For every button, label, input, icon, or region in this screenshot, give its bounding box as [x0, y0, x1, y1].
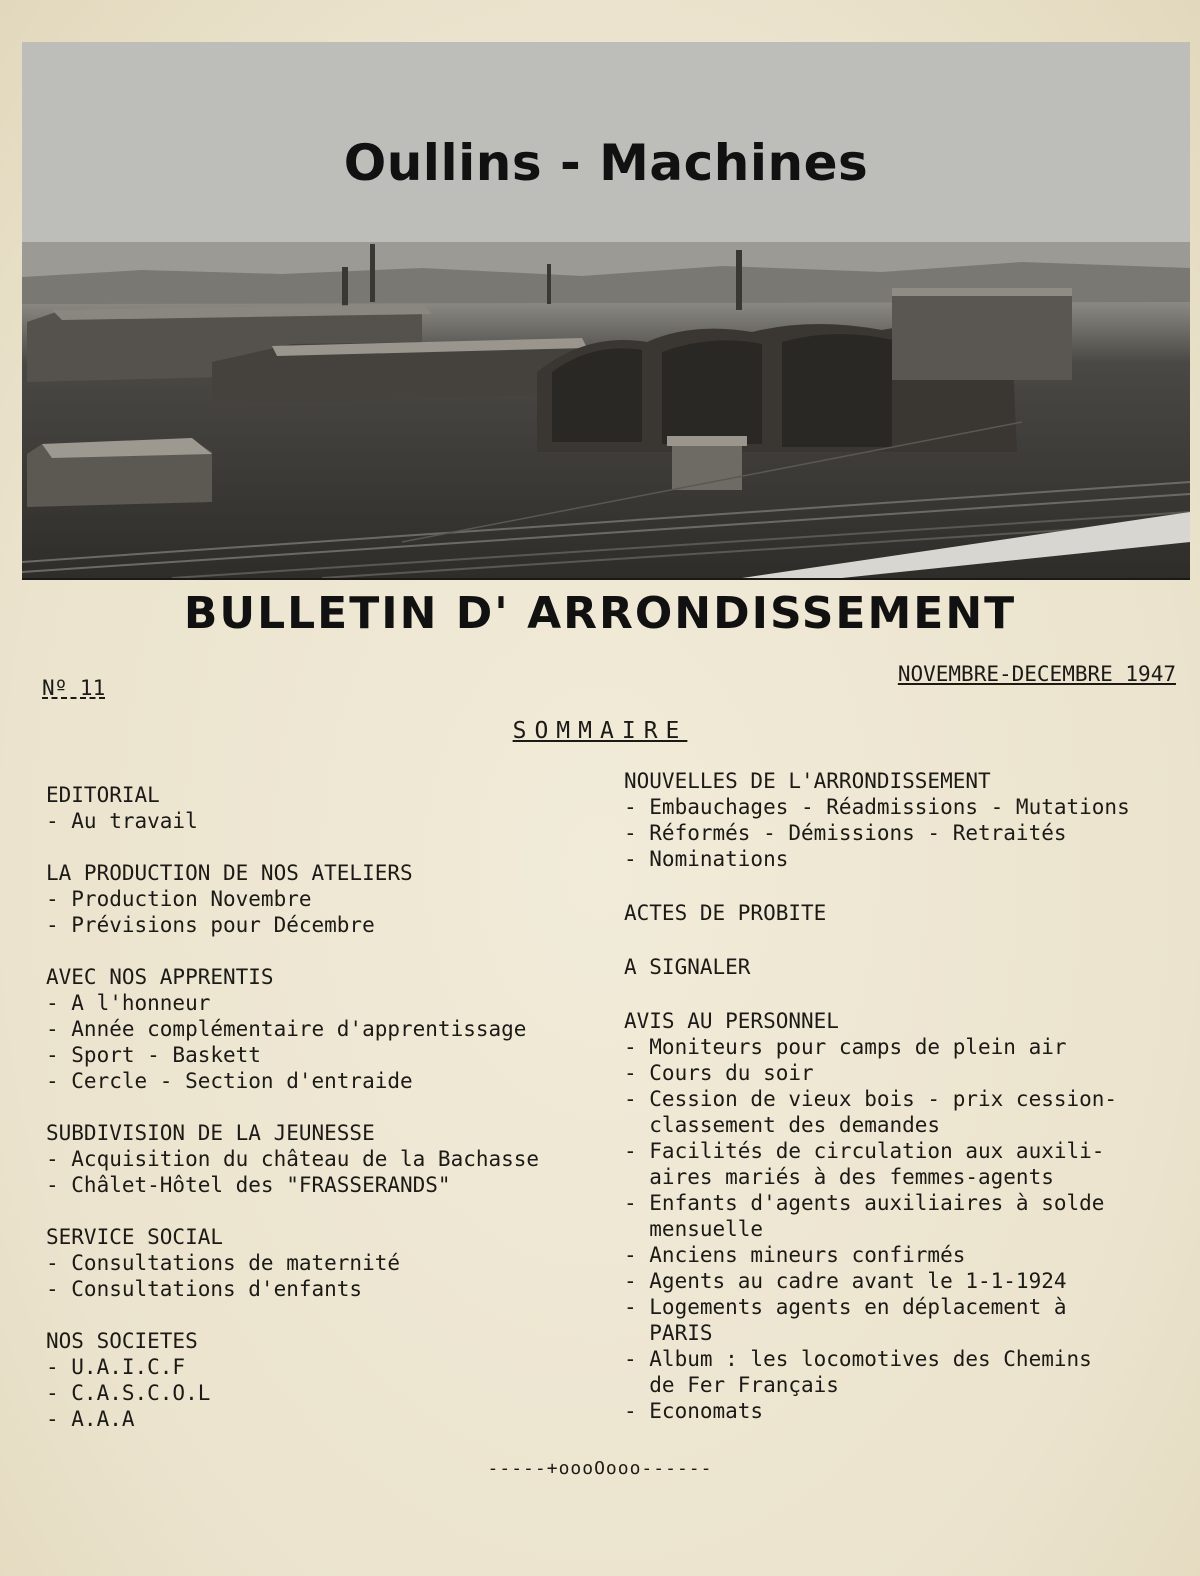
- bulletin-title: BULLETIN D' ARRONDISSEMENT: [183, 588, 1017, 639]
- summary-heading: SOMMAIRE: [512, 718, 688, 744]
- summary-right-column: [624, 768, 1194, 1452]
- section-item: - A l'honneur: [46, 991, 211, 1015]
- summary-section: [46, 782, 626, 834]
- section-title: NOUVELLES DE L'ARRONDISSEMENT: [624, 769, 991, 793]
- section-title: SERVICE SOCIAL: [46, 1225, 224, 1249]
- section-item: PARIS: [624, 1321, 713, 1345]
- section-item: - Embauchages - Réadmissions - Mutations: [624, 795, 1130, 819]
- section-item: - Album : les locomotives des Chemins: [624, 1347, 1092, 1371]
- section-item: - Nominations: [624, 847, 789, 871]
- footer-ornament: -----+oooOooo------: [487, 1458, 713, 1479]
- summary-section: [46, 1224, 626, 1302]
- section-item: - Enfants d'agents auxiliaires à solde: [624, 1191, 1105, 1215]
- section-item: - Châlet-Hôtel des "FRASSERANDS": [46, 1173, 451, 1197]
- section-item: - Prévisions pour Décembre: [46, 913, 375, 937]
- section-title: NOS SOCIETES: [46, 1329, 198, 1353]
- masthead-title: Oullins - Machines: [343, 134, 869, 192]
- summary-section: [46, 1120, 626, 1198]
- section-title: A SIGNALER: [624, 955, 751, 979]
- section-item: - C.A.S.C.O.L: [46, 1381, 211, 1405]
- section-item: - Logements agents en déplacement à: [624, 1295, 1067, 1319]
- section-item: - Cours du soir: [624, 1061, 814, 1085]
- section-title: AVIS AU PERSONNEL: [624, 1009, 839, 1033]
- section-item: - Agents au cadre avant le 1-1-1924: [624, 1269, 1067, 1293]
- summary-left-column: [46, 782, 626, 1458]
- railway-works-photo: [22, 42, 1190, 580]
- section-item: - U.A.I.C.F: [46, 1355, 186, 1379]
- issue-number: Nº 11: [42, 676, 106, 700]
- section-item: classement des demandes: [624, 1113, 941, 1137]
- section-item: - Production Novembre: [46, 887, 312, 911]
- issue-date: NOVEMBRE-DECEMBRE 1947: [897, 662, 1176, 686]
- section-item: - Acquisition du château de la Bachasse: [46, 1147, 540, 1171]
- section-item: - A.A.A: [46, 1407, 135, 1431]
- summary-section: [624, 954, 1194, 980]
- summary-section: [46, 1328, 626, 1432]
- section-item: - Au travail: [46, 809, 198, 833]
- section-item: - Anciens mineurs confirmés: [624, 1243, 966, 1267]
- section-item: de Fer Français: [624, 1373, 839, 1397]
- summary-section: [624, 768, 1194, 872]
- section-title: SUBDIVISION DE LA JEUNESSE: [46, 1121, 375, 1145]
- summary-section: [624, 1008, 1194, 1424]
- section-item: - Cercle - Section d'entraide: [46, 1069, 413, 1093]
- section-item: - Cession de vieux bois - prix cession-: [624, 1087, 1118, 1111]
- section-title: ACTES DE PROBITE: [624, 901, 827, 925]
- section-item: - Année complémentaire d'apprentissage: [46, 1017, 527, 1041]
- section-title: LA PRODUCTION DE NOS ATELIERS: [46, 861, 413, 885]
- section-item: - Moniteurs pour camps de plein air: [624, 1035, 1067, 1059]
- section-item: mensuelle: [624, 1217, 764, 1241]
- section-item: - Consultations d'enfants: [46, 1277, 363, 1301]
- section-item: - Sport - Baskett: [46, 1043, 261, 1067]
- section-item: - Réformés - Démissions - Retraités: [624, 821, 1067, 845]
- section-title: EDITORIAL: [46, 783, 160, 807]
- section-item: aires mariés à des femmes-agents: [624, 1165, 1054, 1189]
- section-item: - Consultations de maternité: [46, 1251, 401, 1275]
- section-title: AVEC NOS APPRENTIS: [46, 965, 274, 989]
- summary-section: [624, 900, 1194, 926]
- section-item: - Economats: [624, 1399, 764, 1423]
- summary-section: [46, 964, 626, 1094]
- section-item: - Facilités de circulation aux auxili-: [624, 1139, 1105, 1163]
- summary-section: [46, 860, 626, 938]
